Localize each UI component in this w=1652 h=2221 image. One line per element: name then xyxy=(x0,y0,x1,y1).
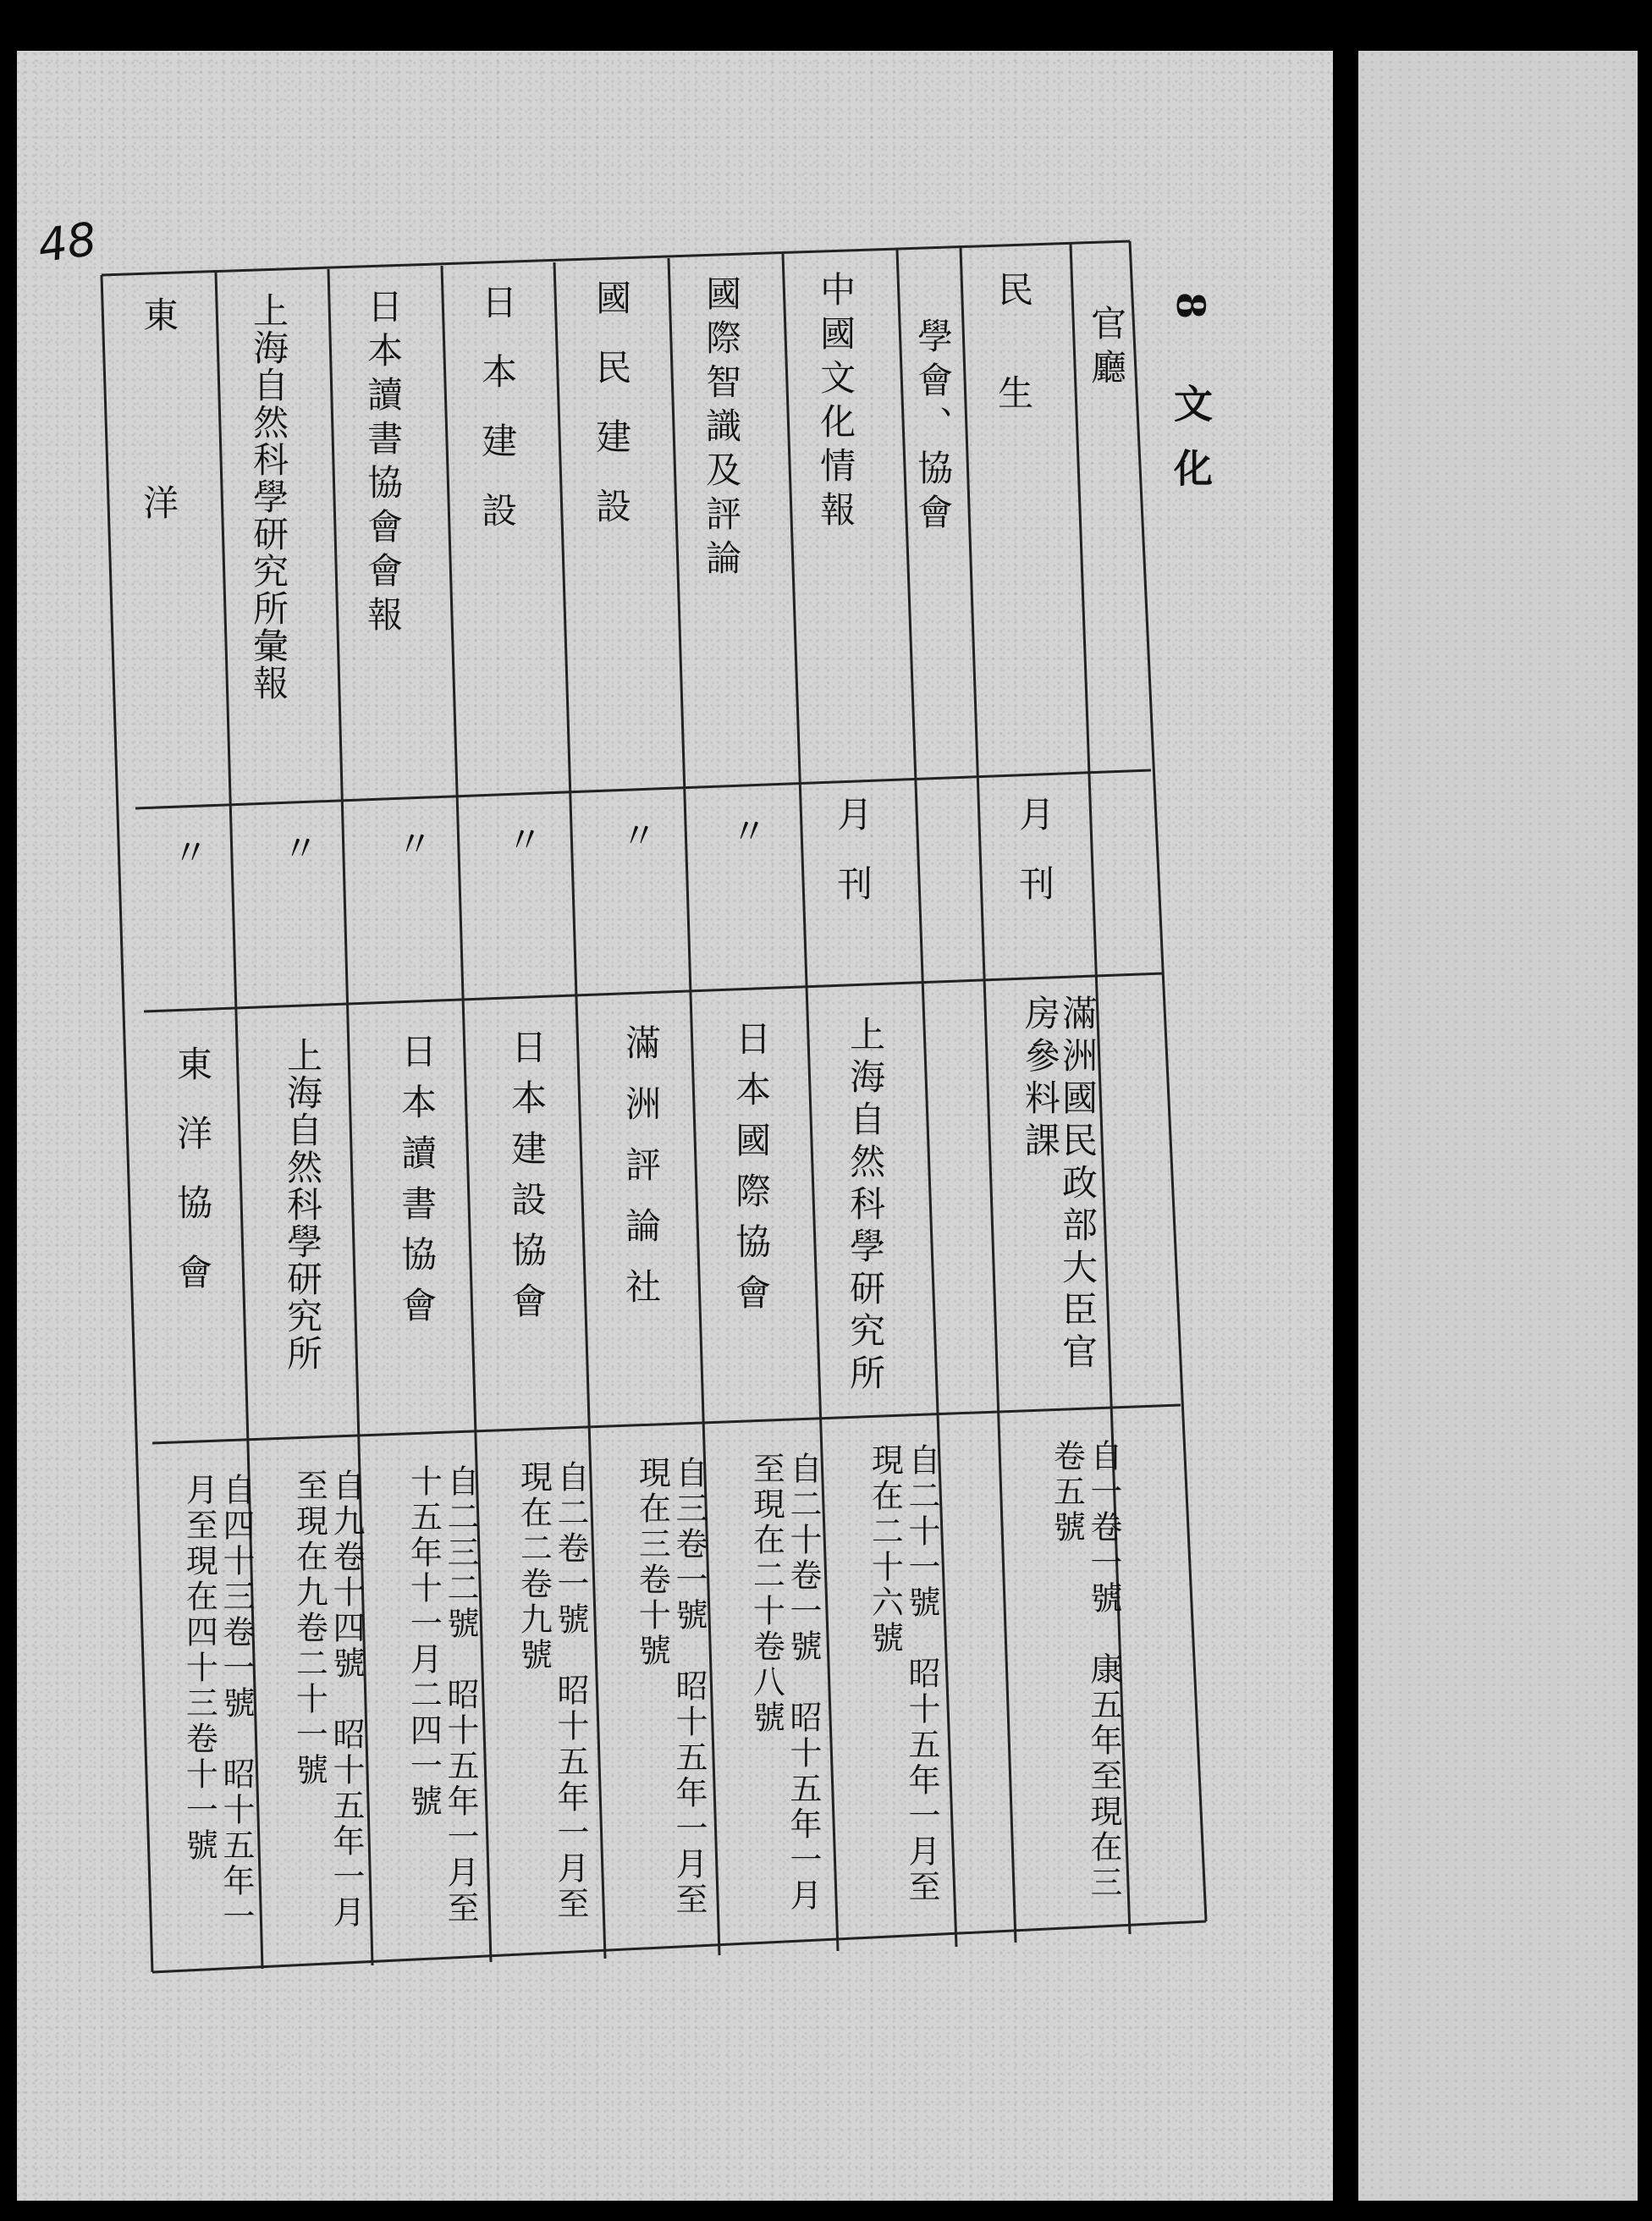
row-publisher: 日本讀書協會 xyxy=(396,1033,438,1337)
row-title: 中國文化情報 xyxy=(815,271,857,535)
row-frequency: 月刊 xyxy=(832,796,874,934)
section-heading xyxy=(1168,292,1219,512)
row-publisher: 滿洲國民政部大臣官房參料課 xyxy=(1019,995,1099,1375)
row-frequency: 〃 xyxy=(502,821,544,890)
row-holdings: 自二十一號 昭十五年一月至現在二十六號 xyxy=(866,1443,940,1905)
row-title: 日本讀書協會會報 xyxy=(362,288,405,640)
row-title: 東洋 xyxy=(138,296,180,672)
row-holdings: 自二卷一號 昭十五年一月至現在二卷九號 xyxy=(515,1460,589,1922)
row-frequency: 〃 xyxy=(726,813,768,882)
row-holdings: 自四十三卷一號 昭十五年一月至現在四十三卷十一號 xyxy=(180,1473,255,1935)
row-publisher: 上海自然科學研究所 xyxy=(282,1037,324,1372)
row-publisher: 上海自然科學研究所 xyxy=(845,1016,887,1397)
row-title: 上海自然科學研究所彙報 xyxy=(248,292,290,702)
row-frequency: 〃 xyxy=(392,825,434,895)
row-title: 學會、協會 xyxy=(912,317,955,537)
row-publisher: 日本建設協會 xyxy=(506,1028,548,1333)
row-holdings: 自九卷十四號 昭十五年一月至現在九卷二十一號 xyxy=(290,1469,365,1931)
row-holdings: 自一卷一號 康五年至現在三卷五號 xyxy=(1048,1439,1122,1901)
row-publisher: 東洋協會 xyxy=(172,1045,214,1323)
row-frequency: 〃 xyxy=(278,829,320,899)
row-holdings: 自二三二號 昭十五年一月至十五年十一月二四一號 xyxy=(405,1464,479,1926)
row-holdings: 自二十卷一號 昭十五年一月至現在二十卷八號 xyxy=(747,1452,822,1914)
row-holdings: 自三卷一號 昭十五年一月至現在三卷十號 xyxy=(633,1456,708,1918)
row-frequency: 〃 xyxy=(616,817,658,886)
row-publisher: 滿洲評論社 xyxy=(620,1024,663,1329)
row-title: 國際智識及評論 xyxy=(701,275,743,583)
section-title: 文化 xyxy=(1168,383,1214,513)
row-title: 日本建設 xyxy=(476,284,519,561)
row-title: 官廳 xyxy=(1086,305,1128,393)
row-publisher: 日本國際協會 xyxy=(730,1020,773,1325)
row-title: 民生 xyxy=(993,271,1035,477)
section-number: 8 xyxy=(1168,292,1214,345)
row-title: 國民建設 xyxy=(591,279,633,557)
row-frequency: 月刊 xyxy=(1014,796,1056,934)
row-frequency: 〃 xyxy=(168,834,210,903)
page-number: 48 xyxy=(34,212,100,273)
